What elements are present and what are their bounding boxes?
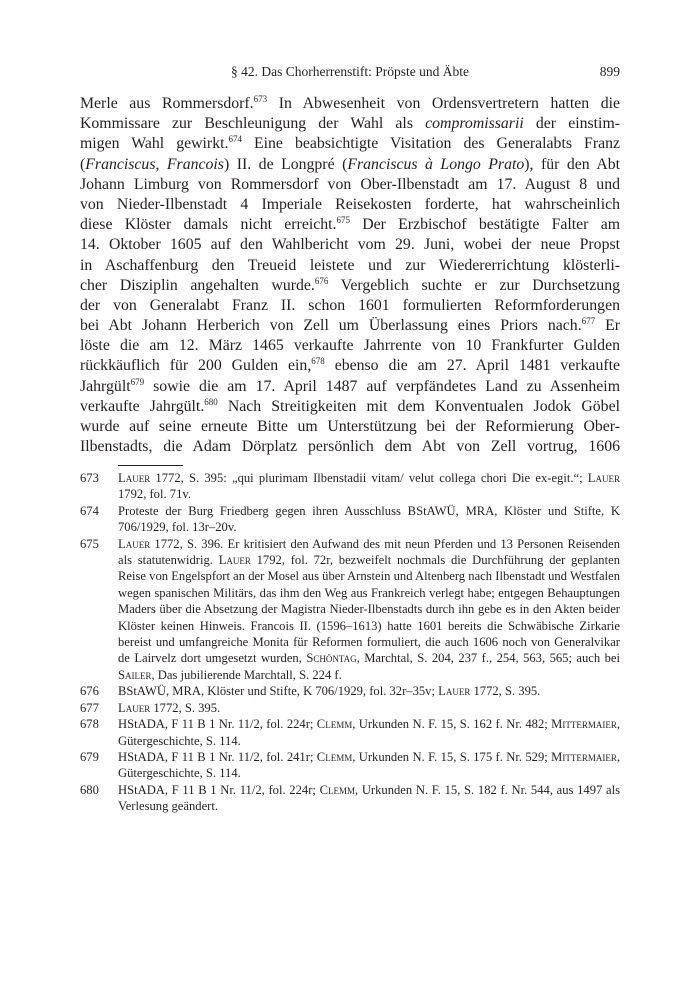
- text-line: von Nieder-Ilbenstadt 4 Imperiale Reisekosten forderte, hat wahrscheinlich: [80, 195, 620, 213]
- footnote-ref[interactable]: 674: [228, 134, 242, 145]
- text-line: Johann Limburg von Rommersdorf von Ober-Ilbenstadt am 17. August 8 und: [80, 175, 620, 193]
- footnote: 675 Lauer 1772, S. 396. Er kritisiert den Aufwand des mit neun Pferden und 13 Personen Reisenden als statutenwidrig. Lauer 1792, fol. 72r, bezweifelt nochmals die Durchführung der geplanten Reise von Engelspfort an der Mosel aus über Arnstein und Altenberg nach Ilbenstadt und Westfalen wegen spanischen Militärs, das ihm den Weg aus Frankreich verlegt habe; entgegen Behauptungen Maders über die Absetzung der Magistra Nieder-Ilbenstadts durch ihn gebe es in den Akten beider Klöster keinen Hinweis. Francois II. (1596–1613) hatte 1601 bereits die Schwäbische Zirkarie bereist und umfangreiche Monita für Reformen formuliert, die auch 1606 noch von Generalvikar de Lairvelz dort umgesetzt wurden, Schöntag, Marchtal, S. 204, 237 f., 254, 563, 565; auch bei Sailer, Das jubilierende Marchtall, S. 224 f.: [80, 536, 621, 682]
- footnote: 676 BStAWÜ, MRA, Klöster und Stifte, K 706/1929, fol. 32r–35v; Lauer 1772, S. 395.: [80, 684, 541, 699]
- text-line: Ilbenstadts, die Adam Dörplatz persönlich dem Abt von Zell vortrug, 1606: [80, 438, 620, 456]
- footnote: 680 HStADA, F 11 B 1 Nr. 11/2, fol. 224r; Clemm, Urkunden N. F. 15, S. 182 f. Nr. 544, aus 1497 als Verlesung geändert.: [80, 782, 620, 814]
- footnote-ref[interactable]: 676: [314, 275, 329, 286]
- footnote-number: 676: [80, 684, 99, 699]
- text-line: in Aschaffenburg den Treueid leistete und zur Wiedererrichtung klösterli-: [80, 256, 620, 274]
- footnote: 673 Lauer 1772, S. 395: „qui plurimam Ilbenstadii vitam/ velut collega chori Die ex-egit.“; Lauer 1792, fol. 71v.: [80, 471, 620, 502]
- footnote-ref[interactable]: 677: [581, 316, 596, 327]
- text-line: der von Generalabt Franz II. schon 1601 formulierten Reformforderungen: [80, 296, 620, 314]
- footnote-number: 678: [80, 717, 99, 732]
- page-number: 899: [599, 64, 620, 79]
- running-head: [80, 62, 620, 82]
- text-line: rückkäuflich für 200 Gulden ein,$^{678}$ ebenso die am 27. April 1481 verkaufte: [80, 356, 620, 375]
- footnote-number: 679: [80, 749, 99, 764]
- main-text: [80, 94, 620, 457]
- footnote-ref[interactable]: 673: [253, 94, 268, 104]
- footnote-number: 673: [80, 471, 99, 485]
- footnotes: [80, 470, 620, 815]
- running-title: § 42. Das Chorherrenstift: Pröpste und Äbte: [230, 64, 470, 79]
- footnote-ref[interactable]: 675: [336, 215, 350, 226]
- footnote-ref[interactable]: 680: [204, 396, 218, 407]
- footnote: 674 Proteste der Burg Friedberg gegen ihren Ausschluss BStAWÜ, MRA, Klöster und Stifte, K 706/1929, fol. 13r–20v.: [80, 503, 620, 535]
- footnote: 678 HStADA, F 11 B 1 Nr. 11/2, fol. 224r; Clemm, Urkunden N. F. 15, S. 162 f. Nr. 482; Mittermaier, Gütergeschichte, S. 114.: [80, 717, 620, 748]
- footnote-number: 680: [80, 782, 99, 797]
- text-line: 14. Oktober 1605 auf den Wahlbericht vom 29. Juni, wobei der neue Propst: [80, 236, 620, 254]
- footnote: 679 HStADA, F 11 B 1 Nr. 11/2, fol. 241r; Clemm, Urkunden N. F. 15, S. 175 f. Nr. 529; Mittermaier, Gütergeschichte, S. 114.: [80, 749, 620, 781]
- footnote-number: 674: [80, 503, 99, 518]
- text-line: migen Wahl gewirkt.$^{674}$ Eine beabsichtigte Visitation des Generalabts Franz: [80, 134, 620, 153]
- text-line: wurde auf seine erneute Bitte um Unterstützung bei der Reformierung Ober-: [80, 418, 620, 435]
- footnote-ref[interactable]: 678: [311, 356, 325, 367]
- footnote-number: 677: [80, 700, 99, 715]
- text-line: diese Klöster damals nicht erreicht.$^{675}$ Der Erzbischof bestätigte Falter am: [80, 215, 620, 234]
- text-line: bei Abt Johann Herberich von Zell um Überlassung eines Priors nach.$^{677}$ Er: [80, 316, 621, 335]
- footnote-divider: [118, 465, 183, 466]
- text-line: Jahrgült$^{679}$ sowie die am 17. April 1487 auf verpfändetes Land zu Assenheim: [80, 376, 620, 395]
- text-line: Kommissare zur Beschleunigung der Wahl als compromissarii der einstim-: [80, 115, 620, 133]
- footnote-number: 675: [80, 536, 99, 551]
- text-line: cher Disziplin angehalten wurde.$^{676}$ Vergeblich suchte er zur Durchsetzung: [80, 275, 620, 294]
- text-line: (Franciscus, Francois) II. de Longpré (Franciscus à Longo Prato), für den Abt: [80, 155, 621, 173]
- text-line: löste die am 12. März 1465 verkaufte Jahrrente von 10 Frankfurter Gulden: [80, 337, 620, 355]
- text-line: verkaufte Jahrgült.$^{680}$ Nach Streitigkeiten mit dem Konventualen Jodok Göbel: [80, 396, 620, 415]
- text-line: Merle aus Rommersdorf.$^{673}$ In Abwesenheit von Ordensvertretern hatten die: [80, 94, 620, 112]
- footnote-ref[interactable]: 679: [130, 376, 145, 387]
- footnote: 677 Lauer 1772, S. 395.: [80, 700, 221, 715]
